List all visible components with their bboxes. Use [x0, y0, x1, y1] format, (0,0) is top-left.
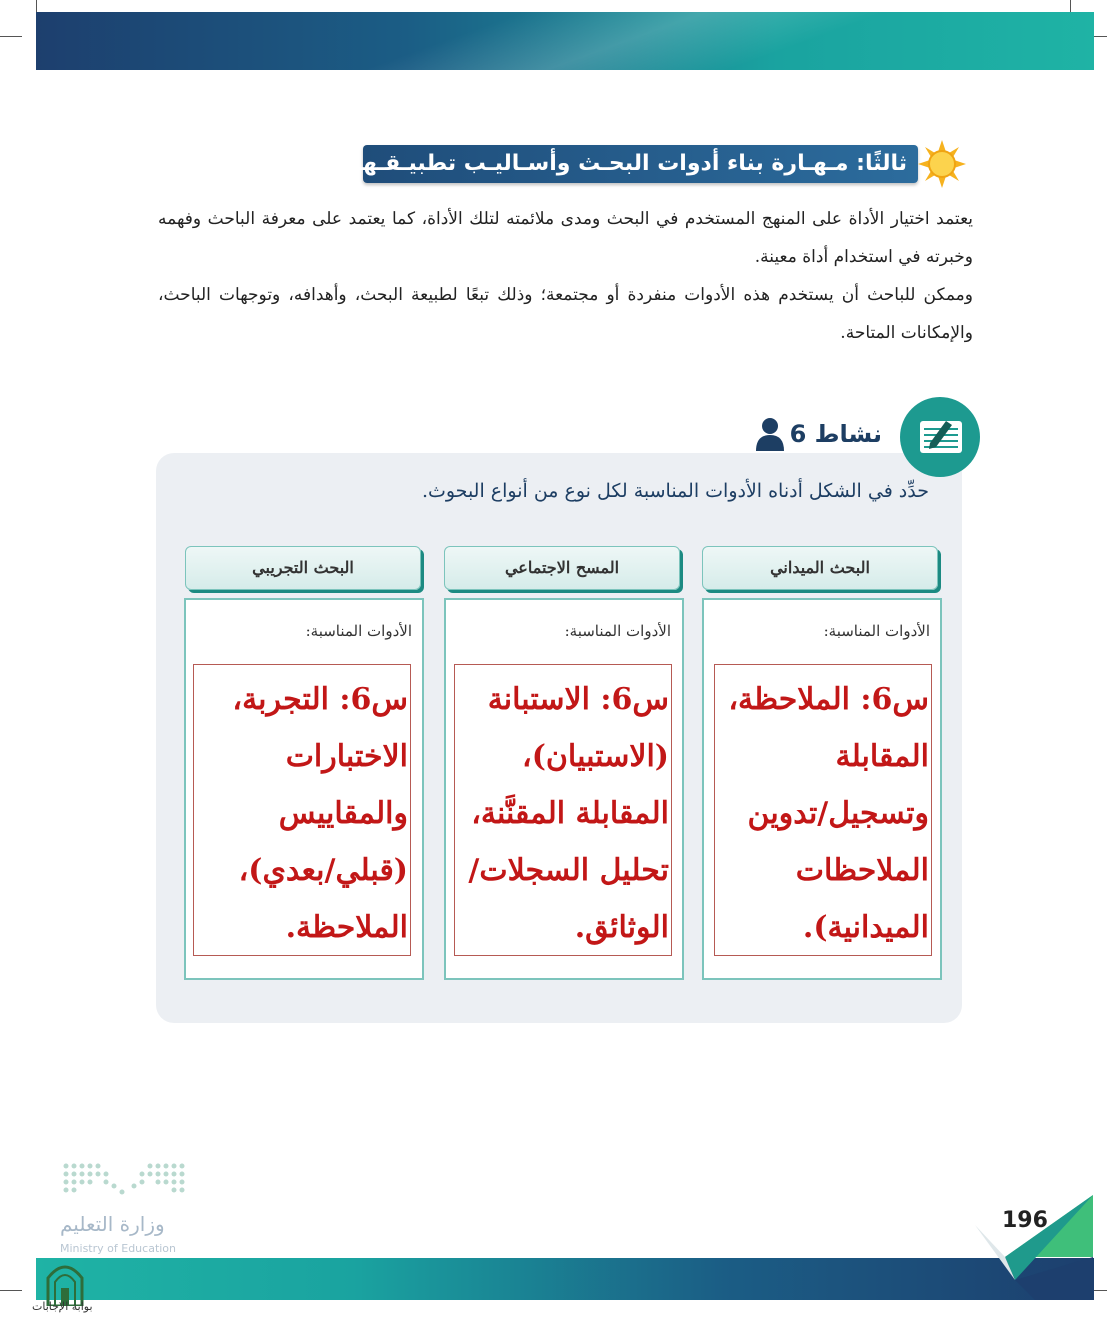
answer-line: والمقاييس	[278, 796, 408, 831]
answer-line: تحليل السجلات/	[468, 853, 669, 888]
answer-line: المقابلة	[835, 739, 929, 774]
answer-line: (قبلي/بعدي)،	[238, 853, 408, 888]
person-icon	[755, 417, 785, 451]
crop-mark	[0, 1290, 22, 1291]
ministry-name-english: Ministry of Education	[60, 1242, 177, 1255]
suitable-tools-label: الأدوات المناسبة:	[823, 622, 930, 640]
answer-social-survey	[454, 664, 672, 956]
answer-experimental-research	[193, 664, 411, 956]
top-banner-shine	[36, 12, 1094, 70]
ministry-name-arabic: وزارة التعليم	[60, 1212, 165, 1236]
activity-title: نشاط 6	[789, 420, 882, 448]
notebook-pencil-icon	[900, 397, 980, 477]
watermark-text: بوابة الإجابات	[32, 1300, 93, 1313]
answer-line: (الاستبيان)،	[522, 739, 669, 774]
answer-line: الملاحظات	[795, 853, 929, 888]
answer-line: س6: التجربة،	[232, 682, 408, 717]
suitable-tools-label: الأدوات المناسبة:	[305, 622, 412, 640]
answer-line: الوثائق.	[574, 910, 669, 945]
body-paragraph-2: وممكن للباحث أن يستخدم هذه الأدوات منفردة أو مجتمعة؛ وذلك تبعًا لطبيعة البحث، وأهدافه، وتوجهات الباحث، والإمكانات المتاحة.	[158, 285, 973, 343]
column-heading-field-research: البحث الميداني	[702, 546, 938, 590]
ministry-logo-icon	[60, 1160, 190, 1204]
answer-line: وتسجيل/تدوين	[747, 796, 929, 831]
column-heading-social-survey: المسح الاجتماعي	[444, 546, 680, 590]
suitable-tools-label: الأدوات المناسبة:	[564, 622, 671, 640]
watermark-logo-icon	[44, 1258, 86, 1306]
crop-mark	[0, 36, 22, 37]
section-title: ثالثًا: مـهـارة بناء أدوات البحـث وأسـاليـب تطبيـقـهـا:	[338, 151, 907, 176]
page-number: 196	[1002, 1208, 1048, 1233]
answer-line: س6: الملاحظة،	[728, 682, 929, 717]
bottom-banner	[36, 1258, 1094, 1300]
answer-field-research	[714, 664, 932, 956]
sun-icon	[918, 140, 966, 188]
activity-instruction: حدِّد في الشكل أدناه الأدوات المناسبة لكل نوع من أنواع البحوث.	[421, 480, 929, 502]
column-heading-experimental-research: البحث التجريبي	[185, 546, 421, 590]
answer-line: س6: الاستبانة	[487, 682, 669, 717]
body-paragraph-1: يعتمد اختيار الأداة على المنهج المستخدم في البحث ومدى ملائمته لتلك الأداة، كما يعتمد على معرفة الباحث وفهمه وخبرته في استخدام أداة معينة.	[158, 209, 973, 267]
answer-line: المقابلة المقنَّنة،	[471, 796, 669, 831]
answer-line: الملاحظة.	[285, 910, 408, 945]
answer-line: الميدانية).	[802, 910, 929, 945]
answer-line: الاختبارات	[285, 739, 408, 774]
